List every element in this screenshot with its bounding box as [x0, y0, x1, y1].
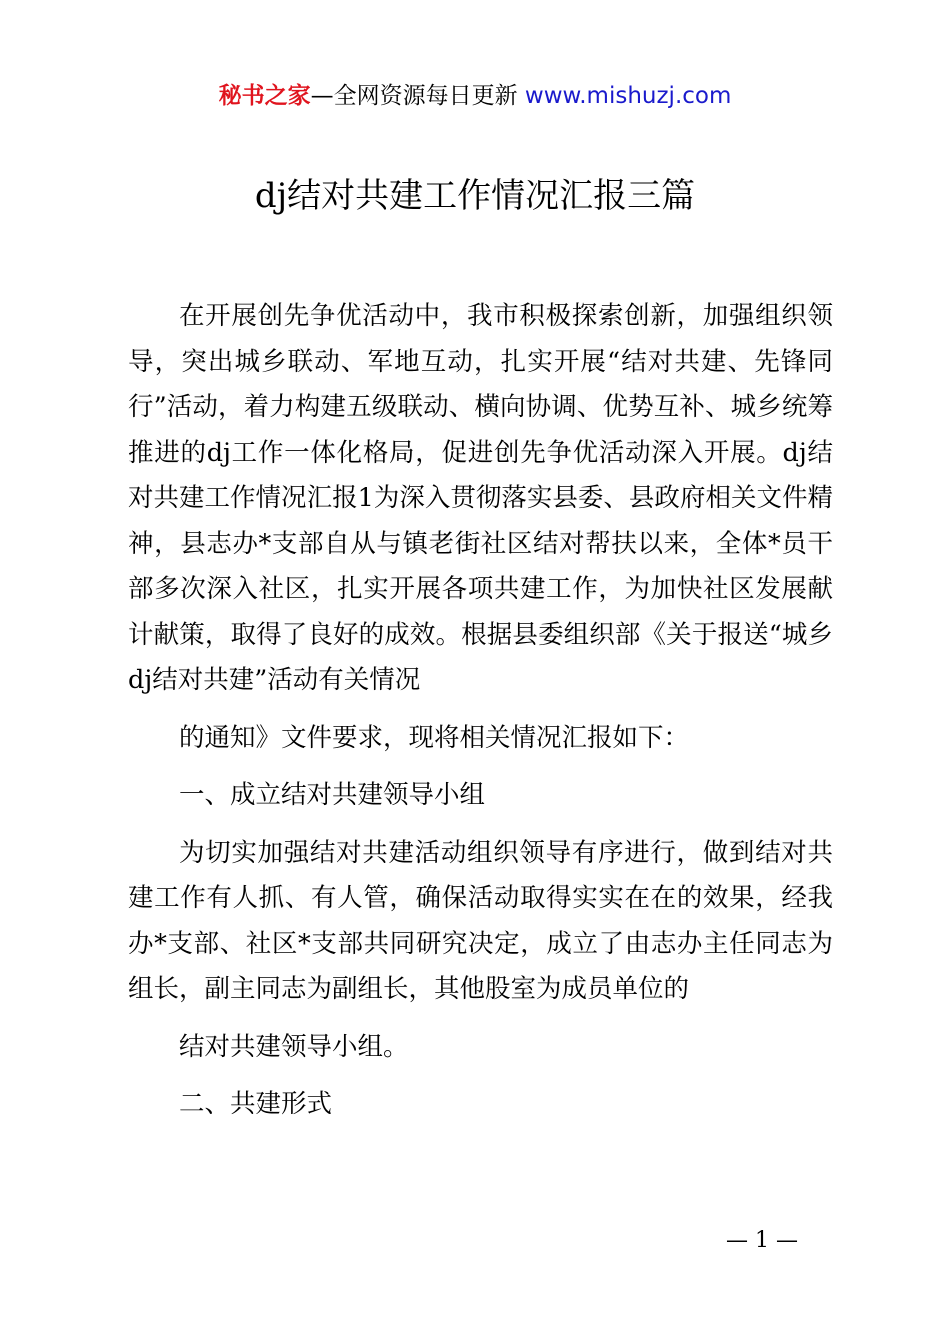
page-number: — 1 — [726, 1228, 798, 1253]
site-header [0, 80, 950, 112]
paragraph-leadership-end: 结对共建领导小组。 [179, 1031, 409, 1062]
paragraph-intro: 在开展创先争优活动中，我市积极探索创新，加强组织领导，突出城乡联动、军地互动，扎实开展“结对共建、先锋同行”活动，着力构建五级联动、横向协调、优势互补、城乡统筹推进的dj工作一体化格局，促进创先争优活动深入开展。dj结对共建工作情况汇报1为深入贯彻落实县委、县政府相关文件精神，县志办*支部自从与镇老街社区结对帮扶以来，全体*员干部多次深入社区，扎实开展各项共建工作，为加快社区发展献计献策，取得了良好的成效。根据县委组织部《关于报送“城乡dj结对共建”活动有关情况 [128, 301, 833, 695]
paragraph-leadership: 为切实加强结对共建活动组织领导有序进行，做到结对共建工作有人抓、有人管，确保活动取得实实在在的效果，经我办*支部、社区*支部共同研究决定，成立了由志办主任同志为组长，副主同志为副组长，其他股室为成员单位的 [128, 837, 833, 1004]
section-heading-1: 一、成立结对共建领导小组 [179, 780, 486, 810]
site-brand: 秘书之家 [218, 83, 311, 109]
paragraph-notice: 的通知》文件要求，现将相关情况汇报如下： [179, 722, 690, 753]
document-body [128, 294, 833, 1128]
section-heading-2: 二、共建形式 [179, 1089, 333, 1119]
site-url-link[interactable]: www.mishuzj.com [524, 83, 732, 109]
document-title: dj结对共建工作情况汇报三篇 [254, 176, 696, 216]
site-slogan: —全网资源每日更新 [310, 83, 518, 109]
